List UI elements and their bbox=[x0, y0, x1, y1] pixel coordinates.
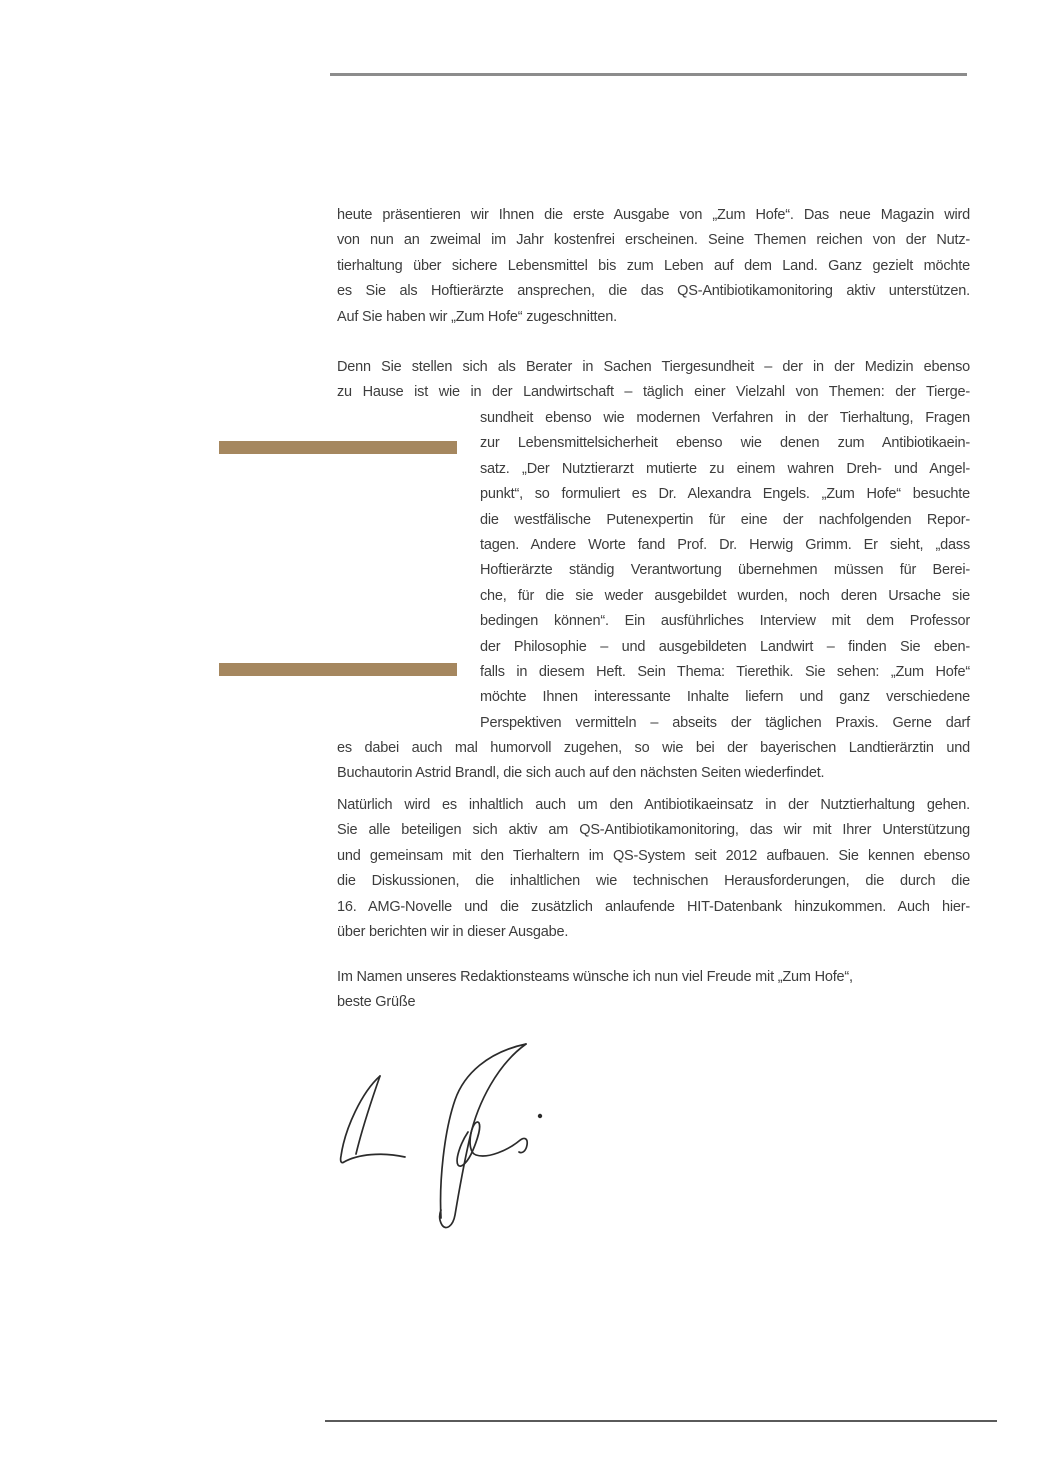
text-line: punkt“, so formuliert es Dr. Alexandra Engels. „Zum Hofe“ besuchte bbox=[480, 486, 970, 503]
bottom-rule bbox=[325, 1420, 997, 1422]
text-line: Denn Sie stellen sich als Berater in Sachen Tiergesundheit – der in der Medizin ebenso bbox=[337, 359, 970, 375]
text-line: und gemeinsam mit den Tierhaltern im QS-System seit 2012 aufbauen. Sie kennen ebenso bbox=[337, 847, 970, 864]
text-line: bedingen können“. Ein ausführliches Interview mit dem Professor bbox=[480, 613, 970, 630]
text-line: die Diskussionen, die inhaltlichen wie technischen Herausforderungen, die durch die bbox=[337, 873, 970, 890]
text-line: Perspektiven vermitteln – abseits der täglichen Praxis. Gerne darf bbox=[480, 714, 970, 731]
text-line: von nun an zweimal im Jahr kostenfrei erscheinen. Seine Themen reichen von der Nutz- bbox=[337, 232, 970, 249]
text-line: der Philosophie – und ausgebildeten Landwirt – finden Sie eben- bbox=[480, 638, 970, 655]
text-line: über berichten wir in dieser Ausgabe. bbox=[337, 924, 569, 941]
text-line: möchte Ihnen interessante Inhalte liefern und ganz verschiedene bbox=[480, 689, 970, 706]
text-line: Sie alle beteiligen sich aktiv am QS-Antibiotikamonitoring, das wir mit Ihrer Unterstützung bbox=[337, 822, 970, 839]
text-line: Auf Sie haben wir „Zum Hofe“ zugeschnitten. bbox=[337, 308, 617, 325]
paragraph-p2c bbox=[337, 736, 970, 787]
text-line: Natürlich wird es inhaltlich auch um den Antibiotikaeinsatz in der Nutztierhaltung gehen. bbox=[337, 797, 970, 813]
text-line: tagen. Andere Worte fand Prof. Dr. Herwig Grimm. Er sieht, „dass bbox=[480, 537, 970, 554]
top-rule bbox=[330, 73, 967, 76]
paragraph-p1 bbox=[337, 203, 970, 330]
text-line: Buchautorin Astrid Brandl, die sich auch auf den nächsten Seiten wiederfindet. bbox=[337, 765, 825, 782]
signature-image bbox=[328, 1032, 598, 1252]
paragraph-p3 bbox=[337, 793, 970, 945]
text-line: Im Namen unseres Redaktionsteams wünsche ich nun viel Freude mit „Zum Hofe“, bbox=[337, 969, 853, 985]
text-line: sundheit ebenso wie modernen Verfahren in der Tierhaltung, Fragen bbox=[480, 410, 970, 426]
text-line: zu Hause ist wie in der Landwirtschaft – täglich einer Vielzahl von Themen: der Tierge- bbox=[337, 384, 970, 401]
paragraph-p2a bbox=[337, 355, 970, 406]
text-line: falls in diesem Heft. Sein Thema: Tierethik. Sie sehen: „Zum Hofe“ bbox=[480, 664, 970, 681]
handwritten-signature-icon bbox=[328, 1032, 598, 1252]
text-line: es Sie als Hoftierärzte ansprechen, die das QS-Antibiotikamonitoring aktiv unterstützen. bbox=[337, 283, 970, 300]
text-line: satz. „Der Nutztierarzt mutierte zu einem wahren Dreh- und Angel- bbox=[480, 460, 970, 477]
accent-bar-bottom bbox=[219, 663, 457, 676]
text-line: tierhaltung über sichere Lebensmittel bis zum Leben auf dem Land. Ganz gezielt möchte bbox=[337, 257, 970, 274]
text-line: 16. AMG-Novelle und die zusätzlich anlaufende HIT-Datenbank hinzukommen. Auch hier- bbox=[337, 898, 970, 915]
paragraph-p4 bbox=[337, 965, 970, 1016]
accent-bar-top bbox=[219, 441, 457, 454]
text-line: es dabei auch mal humorvoll zugehen, so wie bei der bayerischen Landtierärztin und bbox=[337, 740, 970, 756]
text-line: die westfälische Putenexpertin für eine der nachfolgenden Repor- bbox=[480, 511, 970, 528]
text-line: beste Grüße bbox=[337, 994, 416, 1011]
text-line: zur Lebensmittelsicherheit ebenso wie denen zum Antibiotikaein- bbox=[480, 435, 970, 452]
text-line: Hoftierärzte ständig Verantwortung übernehmen müssen für Berei- bbox=[480, 562, 970, 579]
paragraph-p2b bbox=[480, 406, 970, 736]
text-line: heute präsentieren wir Ihnen die erste Ausgabe von „Zum Hofe“. Das neue Magazin wird bbox=[337, 207, 970, 223]
text-line: che, für die sie weder ausgebildet wurden, noch deren Ursache sie bbox=[480, 587, 970, 604]
